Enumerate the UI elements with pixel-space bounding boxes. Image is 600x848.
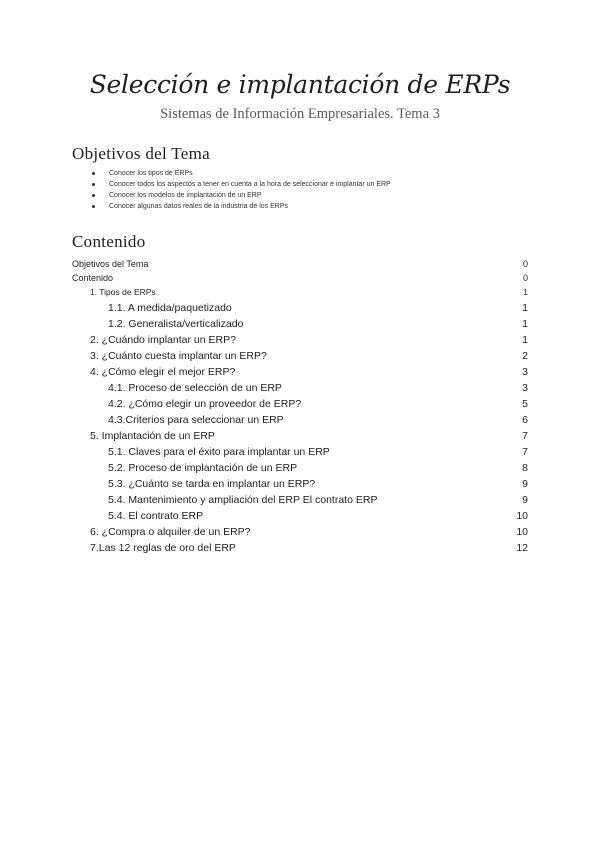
toc-entry[interactable] [72, 257, 528, 271]
objective-text: Conocer todos los aspectos a tener en cuenta a la hora de seleccionar e implantar un ERP [109, 181, 391, 188]
objective-item [92, 179, 391, 190]
toc-entry-page: 5 [522, 398, 528, 410]
toc-entry[interactable] [72, 524, 528, 540]
toc-entry-page: 2 [522, 350, 528, 362]
toc-entry[interactable] [72, 332, 528, 348]
toc-entry[interactable] [72, 316, 528, 332]
objectives-heading: Objetivos del Tema [72, 144, 210, 163]
toc-entry-label: 3. ¿Cuánto cuesta implantar un ERP? [90, 350, 267, 362]
toc-entry[interactable] [72, 460, 528, 476]
toc-entry-page: 8 [522, 462, 528, 474]
toc-entry-label: 5.3. ¿Cuánto se tarda en implantar un ERP? [108, 478, 316, 490]
bullet-icon [92, 194, 95, 197]
objectives-list [92, 168, 391, 212]
toc-entry-label: 5.4. El contrato ERP [108, 510, 204, 522]
toc-entry-label: 2. ¿Cuándo implantar un ERP? [90, 334, 236, 346]
toc-entry-page: 3 [522, 382, 528, 394]
toc-entry-label: 4. ¿Cómo elegir el mejor ERP? [90, 366, 236, 378]
table-of-contents [72, 257, 528, 556]
toc-entry-label: 6. ¿Compra o alquiler de un ERP? [90, 526, 251, 538]
toc-entry-label: Objetivos del Tema [72, 259, 149, 269]
toc-entry-label: 4.1. Proceso de selección de un ERP [108, 382, 282, 394]
toc-entry[interactable] [72, 364, 528, 380]
bullet-icon [92, 172, 95, 175]
bullet-icon [92, 205, 95, 208]
bullet-icon [92, 183, 95, 186]
toc-entry-page: 6 [522, 414, 528, 426]
toc-entry-page: 0 [522, 259, 528, 269]
toc-entry-label: 1.1. A medida/paquetizado [108, 302, 232, 314]
toc-entry[interactable] [72, 396, 528, 412]
toc-entry-page: 10 [516, 526, 528, 538]
toc-entry[interactable] [72, 380, 528, 396]
toc-entry[interactable] [72, 348, 528, 364]
toc-entry-page: 9 [522, 478, 528, 490]
toc-entry[interactable] [72, 300, 528, 316]
toc-entry-label: Contenido [72, 273, 114, 283]
toc-entry-label: 1.2. Generalista/verticalizado [108, 318, 244, 330]
toc-entry-page: 10 [516, 510, 528, 522]
toc-entry[interactable] [72, 428, 528, 444]
toc-entry-page: 1 [523, 287, 528, 297]
toc-entry[interactable] [72, 540, 528, 556]
toc-entry-page: 3 [522, 366, 528, 378]
toc-entry-label: 4.3.Criterios para seleccionar un ERP [108, 414, 284, 426]
toc-entry[interactable] [72, 492, 528, 508]
objective-item [92, 201, 391, 212]
toc-entry-label: 5.2. Proceso de implantación de un ERP [108, 462, 298, 474]
objective-item [92, 168, 391, 179]
contents-heading: Contenido [72, 232, 146, 251]
toc-entry-page: 12 [516, 542, 528, 554]
objective-text: Conocer algunas datos reales de la industria de los ERPs [109, 203, 288, 210]
document-subtitle: Sistemas de Información Empresariales. Tema 3 [160, 106, 440, 122]
toc-entry[interactable] [72, 508, 528, 524]
objective-text: Conocer los modelos de implantación de un ERP [109, 192, 262, 199]
toc-entry-label: 1. Tipos de ERPs [90, 287, 156, 297]
toc-entry-page: 1 [522, 334, 528, 346]
toc-entry[interactable] [72, 285, 528, 300]
document-title: Selección e implantación de ERPs [89, 70, 511, 99]
toc-entry-label: 7.Las 12 reglas de oro del ERP [90, 542, 236, 554]
toc-entry-page: 0 [522, 273, 528, 283]
toc-entry-label: 5. Implantación de un ERP [90, 430, 215, 442]
toc-entry-page: 1 [522, 302, 528, 314]
toc-entry-page: 7 [522, 430, 528, 442]
objective-text: Conocer los tipos de ERPs [109, 170, 193, 177]
toc-entry[interactable] [72, 412, 528, 428]
toc-entry-label: 4.2. ¿Cómo elegir un proveedor de ERP? [108, 398, 302, 410]
objective-item [92, 190, 391, 201]
toc-entry-page: 9 [522, 494, 528, 506]
toc-entry-page: 7 [522, 446, 528, 458]
toc-entry[interactable] [72, 271, 528, 285]
toc-entry-label: 5.1. Claves para el éxito para implantar un ERP [108, 446, 330, 458]
toc-entry[interactable] [72, 444, 528, 460]
toc-entry-label: 5.4. Mantenimiento y ampliación del ERP El contrato ERP [108, 494, 378, 506]
toc-entry[interactable] [72, 476, 528, 492]
toc-entry-page: 1 [522, 318, 528, 330]
